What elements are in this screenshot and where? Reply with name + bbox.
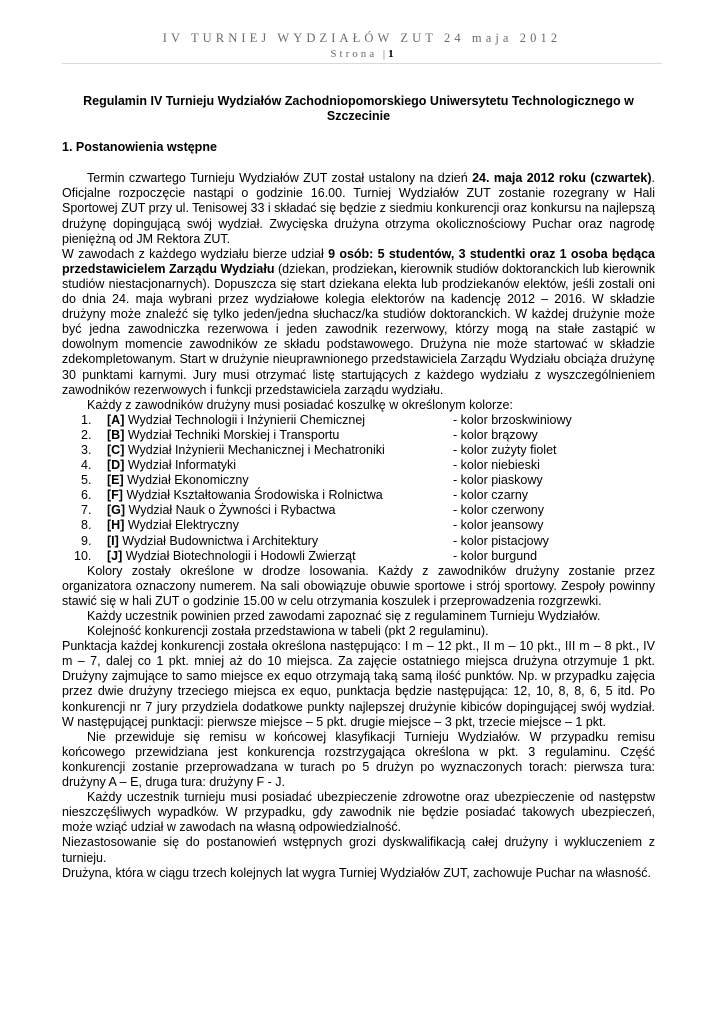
item-number: 5.: [81, 473, 92, 488]
page-header: [62, 30, 662, 62]
document-body: [62, 94, 655, 881]
paragraph-text: kierownik studiów doktoranckich lub kierownik studiów niestacjonarnych). Dopuszcza się start dziekana elekta lub prodziekanów elektów, jeśli zostali oni do dnia 24. maja wybrani przez wydziałowe kolegia elektorów na kadencję 2012 – 2016. W składzie drużyny może znaleźć się tylko jeden/jedna słuchacz/ka studiów doktoranckich. W każdej drużynie może być jedna zawodniczka rezerwowa i jeden zawodnik rezerwowy, którzy mogą na stałe zastąpić w dowolnym momencie zawodników ze składu podstawowego. Drużyna nie może startować w składzie zdekompletowanym. Start w drużynie nieuprawnionego przedstawiciela Zarządu Wydziału obciąża drużynę 30 punktami karnymi. Jury musi otrzymać listę startujących z każdego wydziału z wyszczególnieniem zawodników rezerwowych i funkcji przedstawiciela zarządu wydziału.: [62, 261, 655, 397]
paragraph-insurance: Każdy uczestnik turnieju musi posiadać ubezpieczenie zdrowotne oraz ubezpieczenie od następstw nieszczęśliwych wypadków. W przypadku, gdy zawodnik nie będzie posiadać takowych ubezpieczeń, może wziąć udział w zawodach na własną odpowiedzialność.: [62, 790, 655, 835]
faculty-color: - kolor burgund: [453, 548, 538, 563]
item-number: 10.: [74, 548, 92, 563]
paragraph-tiebreak: Nie przewiduje się remisu w końcowej klasyfikacji Turnieju Wydziałów. W przypadku remisu końcowego przewidziana jest konkurencja rozstrzygająca określona w pkt. 3 regulaminu. Część konkurencji zostanie przeprowadzana w turach po 5 drużyn po wyznaczonych torach: pierwsza tura: drużyny A – E, druga tura: drużyny F - J.: [62, 729, 655, 790]
faculty-color: - kolor brązowy: [453, 427, 538, 442]
faculty-color: - kolor jeansowy: [453, 518, 544, 533]
header-title: IV TURNIEJ WYDZIAŁÓW ZUT 24 maja 2012: [162, 31, 562, 45]
faculty-color: - kolor brzoskwiniowy: [453, 412, 572, 427]
faculty-name: [107, 413, 453, 428]
faculty-code: [B]: [107, 427, 125, 442]
faculty-color: - kolor piaskowy: [453, 473, 543, 488]
list-item: [62, 473, 655, 488]
event-date: 24. maja 2012 roku (czwartek): [472, 171, 652, 186]
faculty-label: Wydział Elektryczny: [124, 518, 239, 533]
faculty-label: Wydział Inżynierii Mechanicznej i Mechatroniki: [124, 442, 385, 457]
faculty-color: - kolor niebieski: [453, 458, 540, 473]
faculty-label: Wydział Technologii i Inżynierii Chemicznej: [124, 412, 366, 427]
paragraph-text: ,: [393, 261, 397, 276]
faculty-label: Wydział Biotechnologii i Hodowli Zwierząt: [122, 548, 356, 563]
faculty-color: - kolor zużyty fiolet: [453, 442, 557, 457]
paragraph-text: Termin czwartego Turnieju Wydziałów ZUT został ustalony na dzień: [87, 171, 473, 186]
item-number: 3.: [81, 442, 92, 457]
item-number: 2.: [81, 427, 92, 442]
item-number: 4.: [81, 458, 92, 473]
faculty-name: [107, 443, 453, 458]
paragraph-text: W zawodach z każdego wydziału bierze udział: [62, 246, 329, 261]
header-page-number: 1: [388, 48, 394, 60]
faculty-label: Wydział Ekonomiczny: [123, 473, 249, 488]
faculty-label: Wydział Budownictwa i Architektury: [118, 533, 319, 548]
paragraph-colors: Kolory zostały określone w drodze losowania. Każdy z zawodników drużyny zostanie przez organizatora oznaczony numerem. Na sali obowiązuje obuwie sportowe i strój sportowy. Zespoły powinny stawić się w hali ZUT o godzinie 15.00 w celu otrzymania koszulek i przeprowadzenia rozgrzewki.: [62, 563, 655, 608]
header-page-label: Strona |: [330, 48, 389, 60]
faculty-name: [107, 458, 453, 473]
paragraph-date: [62, 171, 655, 246]
faculty-code: [F]: [107, 488, 123, 503]
faculty-color: - kolor pistacjowy: [453, 533, 549, 548]
faculty-code: [G]: [107, 503, 126, 518]
paragraph-order: Kolejność konkurencji została przedstawiona w tabeli (pkt 2 regulaminu).: [87, 624, 489, 639]
faculty-code: [C]: [107, 442, 125, 457]
faculty-code: [H]: [107, 518, 125, 533]
faculty-label: Wydział Techniki Morskiej i Transportu: [124, 427, 340, 442]
paragraph-trophy: Drużyna, która w ciągu trzech kolejnych lat wygra Turniej Wydziałów ZUT, zachowuje Puchar na własność.: [62, 865, 652, 880]
faculty-code: [J]: [107, 548, 123, 563]
faculty-name: [107, 503, 453, 518]
paragraph-text: (dziekan, prodziekan: [274, 261, 394, 276]
list-item: [62, 443, 655, 458]
faculty-color: - kolor czerwony: [453, 503, 544, 518]
list-item: [62, 413, 655, 428]
paragraph-scoring: Punktacja każdej konkurencji została określona następująco: I m – 12 pkt., II m – 10 pkt., III m – 8 pkt., IV m – 7, dalej co 1 pkt. mniej aż do 10 miejsca. Za zajęcie ostatniego miejsca drużyna otrzymuje 1 pkt. Drużyny zajmujące to samo miejsce ex equo otrzymają taką samą ilość punktów. Np. w przypadku zajęcia przez dwie drużyny trzeciego miejsca ex equo, punktacja będzie następująca: 12, 10, 8, 8, 6, 5 itd. Po konkurencji nr 7 jury przydziela dodatkowe punkty najlepszej drużynie kibiców dopingującej swój wydział. W następującej punktacji: pierwsze miejsce – 5 pkt. drugie miejsce – 3 pkt, trzecie miejsce – 1 pkt.: [62, 639, 655, 729]
faculty-label: Wydział Kształtowania Środowiska i Rolnictwa: [122, 488, 383, 503]
faculty-name: [107, 473, 453, 488]
section-heading: 1. Postanowienia wstępne: [62, 140, 217, 155]
header-divider: [62, 63, 662, 64]
faculty-name: [107, 534, 453, 549]
paragraph-team: [62, 247, 655, 398]
item-number: 7.: [81, 503, 92, 518]
list-item: [62, 503, 655, 518]
item-number: 9.: [81, 533, 92, 548]
list-item: [62, 488, 655, 503]
faculty-name: [107, 518, 453, 533]
list-item: [62, 534, 655, 549]
header-page-indicator: [62, 46, 662, 62]
paragraph-disqualification: Niezastosowanie się do postanowień wstępnych grozi dyskwalifikacją całej drużyny i wykluczeniem z turnieju.: [62, 835, 655, 865]
faculty-name: [107, 488, 453, 503]
faculty-code: [E]: [107, 473, 124, 488]
faculty-list: [62, 413, 655, 564]
faculty-label: Wydział Nauk o Żywności i Rybactwa: [125, 503, 336, 518]
faculty-code: [A]: [107, 412, 125, 427]
faculty-color: - kolor czarny: [453, 488, 529, 503]
faculty-name: [107, 549, 453, 564]
item-number: 1.: [81, 412, 92, 427]
faculty-label: Wydział Informatyki: [124, 458, 237, 473]
paragraph-text: . Oficjalne rozpoczęcie nastąpi o godzinie 16.00. Turniej Wydziałów ZUT zostanie rozegrany w Hali Sportowej ZUT przy ul. Tenisowej 33 i składać się będzie z siedmiu konkurencji oraz konkursu na najlepszą drużynę dopingującą swój wydział. Zwycięska drużyna otrzyma okolicznościowy Puchar oraz nagrodę pieniężną od JM Rektora ZUT.: [62, 171, 655, 246]
list-item: [62, 518, 655, 533]
list-item: [62, 549, 655, 564]
faculty-name: [107, 428, 453, 443]
item-number: 8.: [81, 518, 92, 533]
document-title: Regulamin IV Turnieju Wydziałów Zachodniopomorskiego Uniwersytetu Technologicznego w Szczecinie: [83, 94, 634, 124]
list-item: [62, 428, 655, 443]
paragraph-rules: Każdy uczestnik powinien przed zawodami zapoznać się z regulaminem Turnieju Wydziałów.: [87, 609, 601, 623]
item-number: 6.: [81, 488, 92, 503]
paragraph-shirts: Każdy z zawodników drużyny musi posiadać koszulkę w określonym kolorze:: [87, 397, 513, 412]
faculty-code: [D]: [107, 458, 125, 473]
faculty-code: [I]: [107, 533, 119, 548]
list-item: [62, 458, 655, 473]
team-composition: 9 osób: 5 studentów, 3 studentki oraz 1 osoba będąca przedstawicielem Zarządu Wydziału: [62, 246, 655, 276]
